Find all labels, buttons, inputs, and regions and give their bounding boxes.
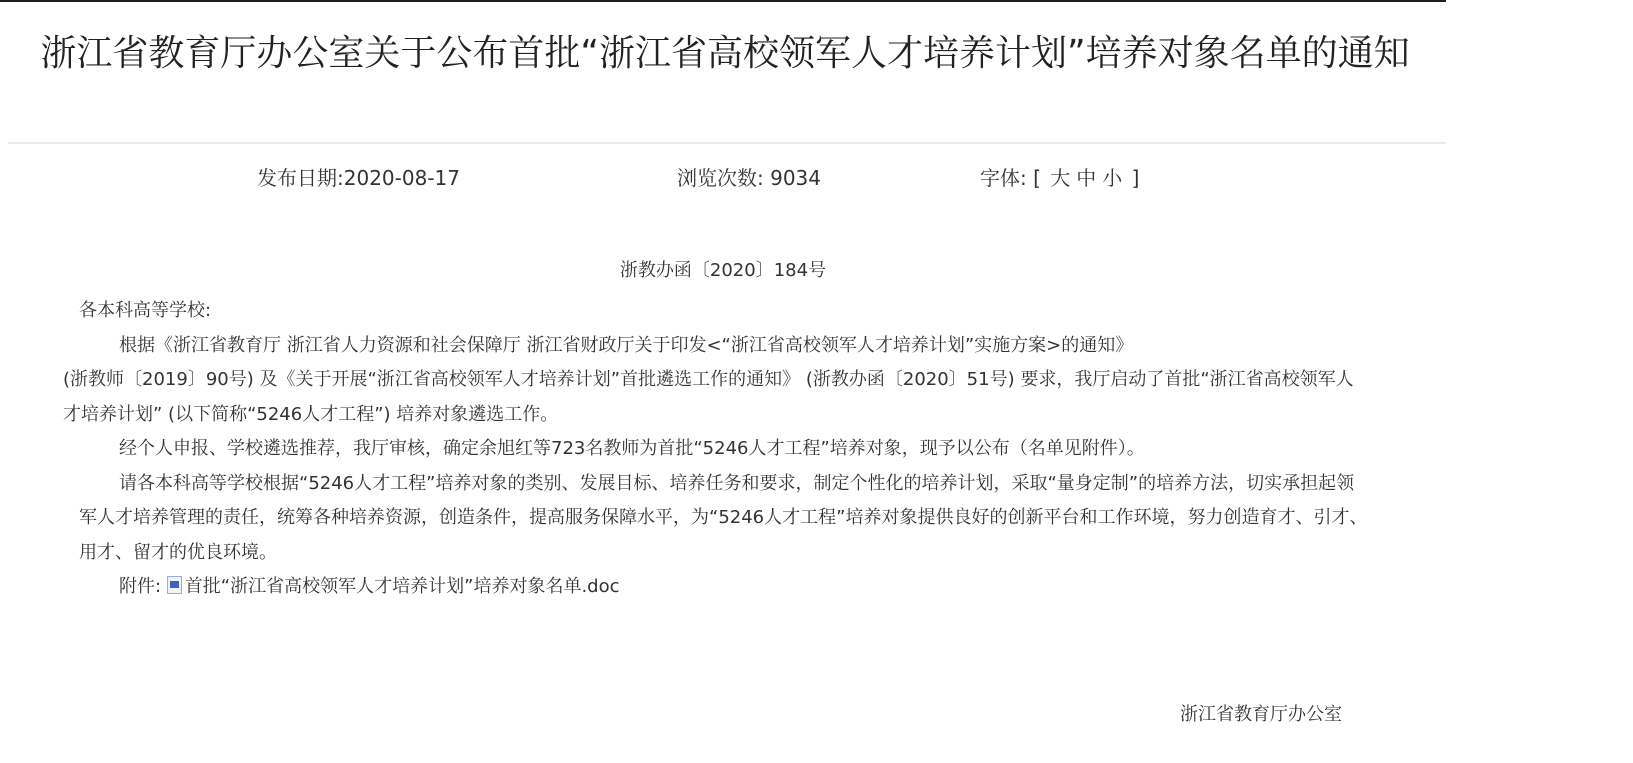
publish-date (257, 163, 460, 193)
view-count-label: 浏览次数: (677, 166, 771, 190)
attachment-link[interactable]: 首批“浙江省高校领军人才培养计划”培养对象名单.doc (184, 576, 620, 597)
font-size-bracket-close: ] (1131, 166, 1140, 190)
font-size-label: 字体: (980, 166, 1027, 190)
paragraph-2: 经个人申报、学校遴选推荐，我厅审核，确定余旭红等723名教师为首批“5246人才工程”培养对象，现予以公布（名单见附件）。 (119, 438, 1145, 459)
top-rule (0, 0, 1446, 2)
title-divider (8, 142, 1446, 144)
attachment-line (79, 570, 1369, 605)
salutation: 各本科高等学校: (79, 300, 212, 321)
word-doc-icon (167, 576, 182, 594)
document-number: 浙教办函〔2020〕184号 (619, 260, 827, 281)
font-size-medium-button[interactable]: 中 (1076, 166, 1097, 190)
publish-date-value: 2020-08-17 (343, 166, 460, 190)
font-size-control (980, 163, 1139, 193)
publish-date-label: 发布日期: (257, 166, 344, 190)
attachment-label: 附件: (119, 576, 167, 597)
font-size-bracket-open: [ (1033, 166, 1041, 190)
paragraph-3: 请各本科高等学校根据“5246人才工程”培养对象的类别、发展目标、培养任务和要求，制定个性化的培养计划，采取“量身定制”的培养方法，切实承担起领军人才培养管理的责任，统筹各种培养资源，创造条件，提高服务保障水平，为“5246人才工程”培养对象提供良好的创新平台和工作环境，努力创造育才、引才、用才、留才的优良环境。 (79, 472, 1368, 563)
font-size-small-button[interactable]: 小 (1102, 166, 1123, 190)
issuer-signature: 浙江省教育厅办公室 (1180, 704, 1342, 725)
paragraph-1-first-line: 根据《浙江省教育厅 浙江省人力资源和社会保障厅 浙江省财政厅关于印发<“浙江省高校领军人才培养计划”实施方案>的通知》 (119, 334, 1134, 356)
paragraph-1-continuation: (浙教师〔2019〕90号) 及《关于开展“浙江省高校领军人才培养计划”首批遴选工作的通知》 (浙教办函〔2020〕51号) 要求，我厅启动了首批“浙江省高校领军人才培养计划” (以下简称“5246人才工程”) 培养对象遴选工作。 (63, 369, 1354, 425)
page-title: 浙江省教育厅办公室关于公布首批“浙江省高校领军人才培养计划”培养对象名单的通知 (40, 33, 1410, 74)
view-count (677, 163, 821, 193)
article-body (63, 294, 1369, 605)
view-count-value: 9034 (770, 166, 822, 190)
font-size-large-button[interactable]: 大 (1050, 166, 1071, 190)
